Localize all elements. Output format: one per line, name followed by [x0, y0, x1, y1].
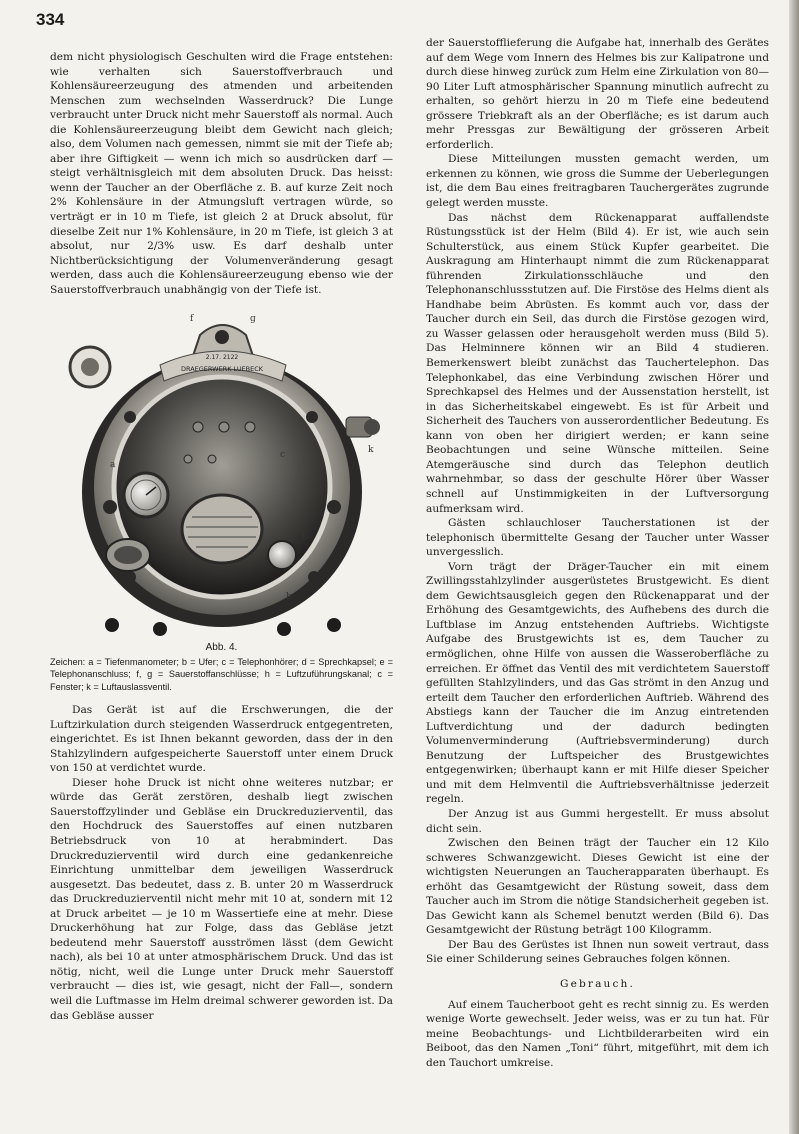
label-c: c: [280, 450, 286, 461]
paragraph: Das Gerät ist auf die Erschwerungen, die der Luftzirkulation durch steigenden Wasserdruck entgegentreten, eingerichtet. Es ist Ihnen bekannt geworden, dass der in den Stahlzylindern aufgespeicherte Sauerstoff unter einem Druck von 150 at verdichtet wurde.: [50, 704, 393, 775]
plate-number-text: 2.17. 2122: [205, 354, 239, 362]
label-k: k: [368, 445, 374, 456]
label-b: b: [302, 532, 308, 543]
right-column: [426, 36, 769, 1070]
diving-helmet-illustration: [50, 307, 393, 637]
figure-caption: Zeichen: a = Tiefenmanometer; b = Ufer; c = Telephonhörer; d = Sprechkapsel; e = Telephonanschluss; f, g = Sauerstoffanschlüsse; h = Luftzuführungskanal; c = Fenster; k = Luftauslassventil.: [50, 656, 393, 692]
scan-edge-shadow: [789, 0, 799, 1134]
page-number: 334: [36, 10, 65, 29]
helmet-figure: [50, 307, 393, 637]
paragraph: Auf einem Taucherboot geht es recht sinnig zu. Es werden wenige Worte gewechselt. Jeder weiss, was er zu tun hat. Für meine Beobachtungs- und Lichtbilderarbeiten wird ein Beiboot, das den Namen „Toni“ führt, mitgeführt, mit dem ich den Tauchort umkreise.: [426, 998, 769, 1069]
paragraph: Dieser hohe Druck ist nicht ohne weiteres nutzbar; er würde das Gerät zerstören, deshalb liegt zwischen Sauerstoffzylinder und Gebläse ein Druckreduzierventil, das den Hochdruck des Sauerstoffes auf einen nutzbaren Betriebsdruck von 10 at herabmindert. Das Druckreduzierventil wird durch eine gedankenreiche Einrichtung unmittelbar dem jeweiligen Wasserdruck ausgesetzt. Das bedeutet, dass z. B. unter 20 m Wasserdruck das Druckreduzierventil nicht mehr mit 10 at, sondern mit 12 at Druck arbeitet — je 10 m Wassertiefe eine at mehr. Diese Druckerhöhung hat zur Folge, dass das Gebläse jetzt bedeutend mehr Sauerstoff ausströmen lässt (dem Gewicht nach), als bei 10 at unter atmosphärischem Druck. Und das ist nötig, nicht, weil die Lunge unter Druck mehr Sauerstoff verbraucht — dies ist, wie gesagt, nicht der Fall—, sondern weil die Luftmasse im Helm dreimal schwerer geworden ist. Da das Gebläse ausser: [50, 776, 393, 1022]
paragraph: Zwischen den Beinen trägt der Taucher ein 12 Kilo schweres Schwanzgewicht. Dieses Gewicht ist eine der wichtigsten Neuerungen an Taucherapparaten überhaupt. Es erhöht das Gesamtgewicht der Rüstung soweit, dass dem Taucher auch im Strom die nötige Standsicherheit gegeben ist. Das Gewicht kann als Schemel benutzt werden (Bild 6). Das Gesamtgewicht der Rüstung beträgt 100 Kilogramm.: [426, 837, 769, 937]
label-f: f: [190, 314, 194, 325]
paragraph: dem nicht physiologisch Geschulten wird die Frage entstehen: wie verhalten sich Sauerstoffverbrauch und Kohlensäureerzeugung des atmenden und arbeitenden Menschen zum wechselnden Wasserdruck? Die Lunge verbraucht unter Druck nicht mehr Sauerstoff als normal. Auch die Kohlensäureerzeugung bleibt dem Gewicht nach gleich; also, dem Volumen nach gemessen, nimmt sie mit der Tiefe ab; aber ihre Giftigkeit — wenn ich mich so ausdrücken darf — steigt verhältnisgleich mit dem absoluten Druck. Das heisst: wenn der Taucher an der Oberfläche z. B. auf kurze Zeit noch 2% Kohlensäure in der Atmungsluft vertragen würde, so verträgt er in 10 m Tiefe, ist gleich 2 at Druck absolut, für dieselbe Zeit nur 1% Kohlensäure, in 20 m Tiefe, ist gleich 3 at absolut, nur 2/3% usw. Es darf deshalb unter Nichtberücksichtigung der Volumenveränderung gesagt werden, dass auch die Kohlensäureerzeugung ebenso wie der Sauerstoffverbrauch unabhängig von der Tiefe ist.: [50, 51, 393, 296]
plate-maker-text: DRAEGERWERK LUEBECK: [180, 365, 264, 374]
label-h: h: [286, 592, 292, 603]
paragraph: Der Bau des Gerüstes ist Ihnen nun soweit vertraut, dass Sie einer Schilderung seines Gebrauches folgen können.: [426, 938, 769, 966]
paragraph: Diese Mitteilungen mussten gemacht werden, um erkennen zu können, wie gross die Summe der Ueberlegungen ist, die dem Bau eines freitragbaren Tauchergerätes zugrunde gelegt werden musste.: [426, 153, 769, 210]
figure-title: Abb. 4.: [205, 642, 238, 654]
label-a: a: [110, 460, 116, 471]
paragraph: Das nächst dem Rückenapparat auffallendste Rüstungsstück ist der Helm (Bild 4). Er ist, wie auch sein Schulterstück, aus einem Stück Kupfer gearbeitet. Die Auskragung am Hinterhaupt nimmt die zum Rückenapparat führenden Zirkulationsschläuche und den Telephonanschlussstutzen auf. Die Firstöse des Helms dient als Handhabe beim Abrüsten. Es kommt auch vor, dass der Taucher durch ein Seil, das durch die Firstöse gezogen wird, zu Wasser gelassen oder herausgeholt werden muss (Bild 5). Das Helminnere können wir an Bild 4 studieren. Bemerkenswert bleibt zunächst das Tauchertelephon. Das Telephonkabel, das eine Verbindung zwischen Hörer und Sprechkapsel des Helmes und der Aussenstation herstellt, ist in das Sicherheitskabel eingewebt. Es ist für Arbeit und Sicherheit des Tauchers von ausserordentlicher Bedeutung. Es kann von oben her dirigiert werden; er kann seine Beobachtungen und seine Wünsche mitteilen. Seine Atemgeräusche sind durch das Telephon deutlich wahrnehmbar, so dass der geschulte Hörer über Wasser schnell auf Unstimmigkeiten in der Luftversorgung aufmerksam wird.: [426, 211, 769, 515]
paragraph: der Sauerstofflieferung die Aufgabe hat, innerhalb des Gerätes auf dem Wege vom Innern des Helmes bis zur Kalipatrone und durch diese hinweg zurück zum Helm eine Zirkulation von 80—90 Liter Luft atmosphärischer Spannung minutlich aufrecht zu erhalten, so gehört hierzu in 20 m Tiefe eine bedeutend grössere Triebkraft als an der Oberfläche; es ist darum auch mehr Pressgas zur Bewältigung der grösseren Arbeit erforderlich.: [426, 37, 769, 151]
paragraph: Gästen schlauchloser Taucherstationen ist der telephonisch übermittelte Gesang der Taucher unter Wasser unvergesslich.: [426, 517, 769, 559]
label-g: g: [250, 314, 256, 325]
telephone-receiver-icon: [182, 495, 262, 563]
left-column: [50, 50, 393, 1023]
section-title: Gebrauch.: [560, 978, 635, 990]
paragraph: Vorn trägt der Dräger-Taucher ein mit einem Zwillingsstahlzylinder ausgerüstetes Brustgewicht. Es dient dem Gewichtsausgleich gegen den Rückenapparat und der Erhöhung des Gesamtgewichts, des Aufhebens des durch die Luftblase im Anzug entstehenden Auftriebs. Wichtigste Aufgabe des Brustgewichts ist es, dem Taucher zu ermöglichen, ohne Hilfe von aussen die Wasseroberfläche zu erreichen. Er öffnet das Ventil des mit verdichtetem Sauerstoff gefüllten Stahlzylinders, und das Gas strömt in den Anzug und erteilt dem Taucher den erforderlichen Auftrieb. Während des Abstiegs kann der Taucher die im Anzug eintretenden Luftverdichtung und der dadurch bedingten Volumenverminderung (Auftriebsverminderung) durch Benutzung der Luftspeicher des Brustgewichtes entgegenwirken; überhaupt kann er mit Hilfe dieser Speicher und mit dem Helmventil die Auftriebsverhältnisse jederzeit regeln.: [426, 560, 769, 806]
paragraph: Der Anzug ist aus Gummi hergestellt. Er muss absolut dicht sein.: [426, 807, 769, 835]
